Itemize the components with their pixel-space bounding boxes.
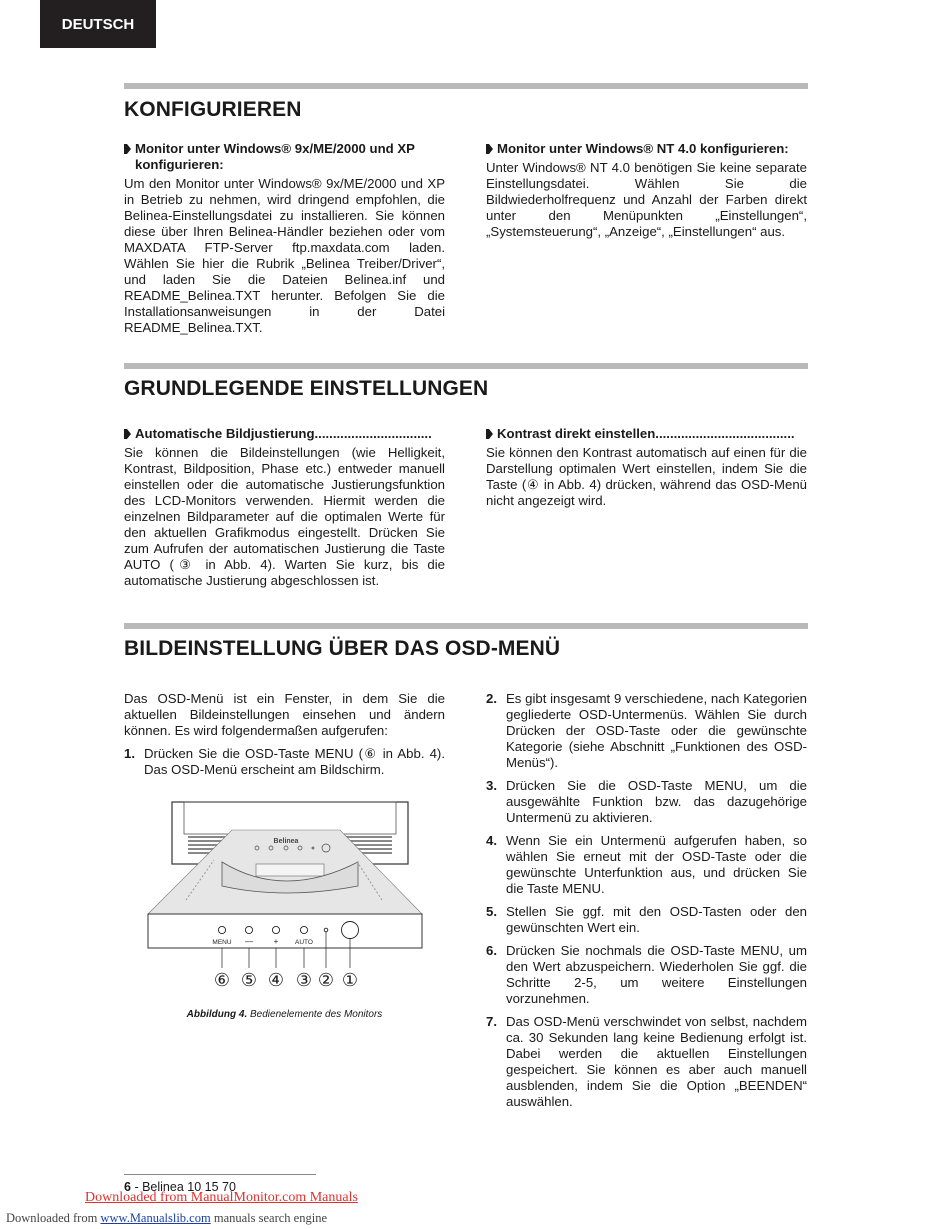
paragraph-auto-adjust: Sie können die Bildeinstellungen (wie Helligkeit, Kontrast, Bildposition, Phase etc.) entweder manuell einstellen oder die automatische Justierungsfunktion des LCD-Monitors verwenden. Hiermit werden die einzelnen Bildparameter auf die optimalen Werte für den aktuellen Grafikmodus eingestellt. Drücken Sie zum Aufrufen der automatischen Justierung die Taste AUTO (③ in Abb. 4). Warten Sie kurz, bis die automatische Justierung abgeschlossen ist.	[124, 445, 445, 588]
col-auto-adjust	[124, 426, 445, 589]
list-item: 4. Wenn Sie ein Untermenü aufgerufen haben, so wählen Sie erneut mit der OSD-Taste oder die gewünschte Unterfunktion aus, und drücken Sie die Taste MENU.	[486, 833, 807, 896]
col-osd-intro	[124, 691, 445, 785]
manualslib-link[interactable]: www.Manualslib.com	[100, 1211, 211, 1225]
figure-label-plus: +	[273, 937, 279, 946]
callout-1: ①	[341, 970, 359, 990]
language-tab-label: DEUTSCH	[61, 15, 135, 33]
col-win9x	[124, 141, 445, 336]
paragraph-osd-intro: Das OSD-Menü ist ein Fenster, in dem Sie die aktuellen Bildeinstellungen einsehen und ändern können. Es wird folgendermaßen aufgerufen:	[124, 691, 445, 738]
figure-caption: Abbildung 4. Bedienelemente des Monitors	[186, 1009, 383, 1020]
monitor-controls-figure	[124, 800, 445, 1000]
subheading-nt4: Monitor unter Windows® NT 4.0 konfigurieren:	[486, 141, 807, 157]
callout-6: ⑥	[213, 970, 231, 990]
subheading-contrast: Kontrast direkt einstellen......................................	[486, 426, 807, 442]
page-number: 6 - Belinea 10 15 70	[124, 1180, 236, 1194]
paragraph-win9x: Um den Monitor unter Windows® 9x/ME/2000 und XP in Betrieb zu nehmen, wird dringend empfohlen, die Belinea-Einstellungsdatei zu installieren. Sie können diese über Ihren Belinea-Händler beziehen oder vom MAXDATA FTP-Server ftp.maxdata.com laden. Wählen Sie hier die Rubrik „Belinea Treiber/Driver“, und laden Sie die Dateien Belinea.inf und README_Belinea.TXT herunter. Befolgen Sie die Installationsanweisungen in der Datei README_Belinea.TXT.	[124, 176, 445, 335]
list-item: 3. Drücken Sie die OSD-Taste MENU, um die ausgewählte Funktion bzw. das dazugehörige Untermenü zu aktivieren.	[486, 778, 807, 825]
osd-steps-right	[486, 691, 807, 1110]
bullet-icon	[124, 144, 131, 154]
list-item: 2. Es gibt insgesamt 9 verschiedene, nach Kategorien gegliederte OSD-Untermenüs. Wählen Sie durch Drücken der OSD-Taste oder die gewünschte Kategorie (siehe Abschnitt „Funktionen des OSD-Menüs“).	[486, 691, 807, 770]
callout-3: ③	[295, 970, 313, 990]
figure-label-auto: AUTO	[295, 939, 313, 946]
subheading-auto-adjust: Automatische Bildjustierung................................	[124, 426, 445, 442]
section-title-configure: KONFIGURIEREN	[124, 98, 302, 121]
section-title-osd: BILDEINSTELLUNG ÜBER DAS OSD-MENÜ	[124, 637, 561, 660]
callout-5: ⑤	[240, 970, 258, 990]
download-link-manualmonitor[interactable]: Downloaded from ManualMonitor.com Manuals	[85, 1190, 358, 1205]
osd-steps-left	[124, 746, 445, 778]
section-rule	[124, 83, 808, 89]
list-item: 1. Drücken Sie die OSD-Taste MENU (⑥ in Abb. 4). Das OSD-Menü erscheint am Bildschirm.	[124, 746, 445, 777]
callout-4: ④	[267, 970, 285, 990]
section-rule	[124, 363, 808, 369]
list-item: 7. Das OSD-Menü verschwindet von selbst, nachdem ca. 30 Sekunden lang keine Bedienung erfolgt ist. Dabei werden die aktuellen Einstellungen gespeichert. Sie können es aber auch manuell ausblenden, indem Sie die Option „BEENDEN“ auswählen.	[486, 1014, 807, 1109]
paragraph-contrast: Sie können den Kontrast automatisch auf einen für die Darstellung optimalen Wert einstellen, indem Sie die Taste (④ in Abb. 4) drücken, während das OSD-Menü nicht angezeigt wird.	[486, 445, 807, 508]
footer-rule	[124, 1174, 316, 1175]
col-contrast	[486, 426, 807, 509]
list-item: 5. Stellen Sie ggf. mit den OSD-Tasten oder den gewünschten Wert ein.	[486, 904, 807, 935]
bullet-icon	[486, 144, 493, 154]
figure-brand: Belinea	[273, 838, 299, 845]
callout-2: ②	[317, 970, 335, 990]
col-nt4	[486, 141, 807, 240]
download-manualslib-line: Downloaded from www.Manualslib.com manuals search engine	[6, 1211, 327, 1225]
figure-label-minus: —	[245, 937, 253, 946]
section-title-basic-settings: GRUNDLEGENDE EINSTELLUNGEN	[124, 377, 489, 400]
bullet-icon	[124, 429, 131, 439]
paragraph-nt4: Unter Windows® NT 4.0 benötigen Sie keine separate Einstellungsdatei. Wählen Sie die Bildwiederholfrequenz und Anzahl der Farben direkt unter den Menüpunkten „Einstellungen“, „Systemsteuerung“, „Anzeige“, „Einstellungen“ aus.	[486, 160, 807, 239]
list-item: 6. Drücken Sie nochmals die OSD-Taste MENU, um den Wert abzuspeichern. Wiederholen Sie ggf. die Schritte 2-5, um weitere Einstellungen vorzunehmen.	[486, 943, 807, 1006]
language-tab	[40, 0, 156, 48]
bullet-icon	[486, 429, 493, 439]
col-osd-steps	[486, 691, 807, 1117]
section-rule	[124, 623, 808, 629]
figure-label-menu: MENU	[212, 939, 232, 946]
subheading-win9x: Monitor unter Windows® 9x/ME/2000 und XP konfigurieren:	[124, 141, 445, 173]
